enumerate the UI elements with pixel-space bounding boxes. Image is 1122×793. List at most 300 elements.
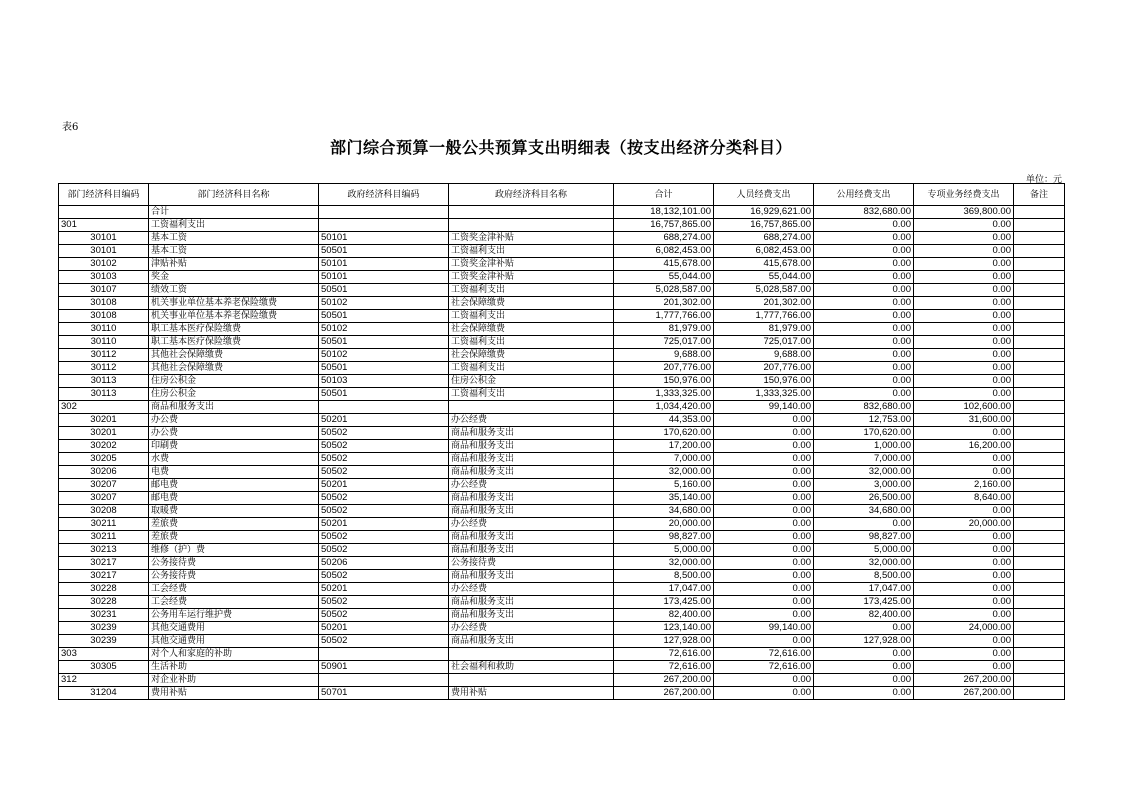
cell-note bbox=[1014, 323, 1065, 336]
cell-total: 5,000.00 bbox=[614, 544, 714, 557]
cell-total: 5,160.00 bbox=[614, 479, 714, 492]
cell-personnel: 0.00 bbox=[714, 518, 814, 531]
cell-dept-name: 邮电费 bbox=[149, 492, 319, 505]
cell-public: 0.00 bbox=[814, 219, 914, 232]
cell-public: 0.00 bbox=[814, 388, 914, 401]
cell-dept-code bbox=[59, 206, 149, 219]
cell-dept-name: 办公费 bbox=[149, 414, 319, 427]
cell-special: 0.00 bbox=[914, 258, 1014, 271]
cell-gov-code bbox=[319, 648, 449, 661]
cell-gov-name bbox=[449, 674, 614, 687]
cell-dept-code: 30239 bbox=[59, 622, 149, 635]
cell-personnel: 0.00 bbox=[714, 635, 814, 648]
cell-total: 20,000.00 bbox=[614, 518, 714, 531]
cell-gov-code bbox=[319, 401, 449, 414]
table-row bbox=[59, 271, 1065, 284]
cell-total: 267,200.00 bbox=[614, 674, 714, 687]
cell-public: 173,425.00 bbox=[814, 596, 914, 609]
table-row bbox=[59, 583, 1065, 596]
cell-dept-code: 30239 bbox=[59, 635, 149, 648]
table-body bbox=[59, 206, 1065, 700]
cell-dept-code: 31204 bbox=[59, 687, 149, 700]
cell-public: 0.00 bbox=[814, 271, 914, 284]
cell-personnel: 0.00 bbox=[714, 674, 814, 687]
cell-public: 0.00 bbox=[814, 687, 914, 700]
cell-personnel: 0.00 bbox=[714, 570, 814, 583]
cell-special: 2,160.00 bbox=[914, 479, 1014, 492]
cell-dept-code: 30206 bbox=[59, 466, 149, 479]
cell-dept-code: 30205 bbox=[59, 453, 149, 466]
cell-special: 0.00 bbox=[914, 544, 1014, 557]
cell-note bbox=[1014, 453, 1065, 466]
cell-note bbox=[1014, 570, 1065, 583]
cell-gov-code: 50102 bbox=[319, 323, 449, 336]
cell-dept-code: 303 bbox=[59, 648, 149, 661]
table-row bbox=[59, 596, 1065, 609]
cell-total: 55,044.00 bbox=[614, 271, 714, 284]
cell-public: 1,000.00 bbox=[814, 440, 914, 453]
cell-public: 0.00 bbox=[814, 258, 914, 271]
cell-gov-code: 50102 bbox=[319, 349, 449, 362]
cell-total: 1,333,325.00 bbox=[614, 388, 714, 401]
cell-personnel: 1,333,325.00 bbox=[714, 388, 814, 401]
table-row bbox=[59, 674, 1065, 687]
cell-gov-name: 商品和服务支出 bbox=[449, 635, 614, 648]
cell-dept-name: 对个人和家庭的补助 bbox=[149, 648, 319, 661]
cell-gov-code: 50103 bbox=[319, 375, 449, 388]
cell-gov-name: 商品和服务支出 bbox=[449, 609, 614, 622]
cell-dept-name: 职工基本医疗保险缴费 bbox=[149, 323, 319, 336]
cell-gov-code: 50502 bbox=[319, 544, 449, 557]
cell-dept-name: 对企业补助 bbox=[149, 674, 319, 687]
cell-public: 0.00 bbox=[814, 336, 914, 349]
cell-special: 0.00 bbox=[914, 323, 1014, 336]
header-special: 专项业务经费支出 bbox=[914, 184, 1014, 206]
cell-dept-name: 印刷费 bbox=[149, 440, 319, 453]
cell-personnel: 0.00 bbox=[714, 583, 814, 596]
cell-special: 0.00 bbox=[914, 349, 1014, 362]
cell-public: 832,680.00 bbox=[814, 206, 914, 219]
cell-gov-name: 办公经费 bbox=[449, 414, 614, 427]
cell-personnel: 0.00 bbox=[714, 544, 814, 557]
total-row bbox=[59, 206, 1065, 219]
table-row bbox=[59, 375, 1065, 388]
cell-gov-code: 50201 bbox=[319, 583, 449, 596]
cell-special: 0.00 bbox=[914, 609, 1014, 622]
cell-note bbox=[1014, 219, 1065, 232]
cell-personnel: 72,616.00 bbox=[714, 648, 814, 661]
cell-public: 0.00 bbox=[814, 284, 914, 297]
cell-gov-code: 50502 bbox=[319, 596, 449, 609]
cell-public: 0.00 bbox=[814, 674, 914, 687]
cell-personnel: 207,776.00 bbox=[714, 362, 814, 375]
cell-public: 0.00 bbox=[814, 297, 914, 310]
cell-gov-name: 费用补贴 bbox=[449, 687, 614, 700]
table-row bbox=[59, 635, 1065, 648]
cell-total: 1,034,420.00 bbox=[614, 401, 714, 414]
cell-special: 24,000.00 bbox=[914, 622, 1014, 635]
table-row bbox=[59, 336, 1065, 349]
cell-dept-code: 30112 bbox=[59, 362, 149, 375]
table-row bbox=[59, 505, 1065, 518]
cell-personnel: 150,976.00 bbox=[714, 375, 814, 388]
cell-dept-code: 30228 bbox=[59, 596, 149, 609]
cell-gov-name: 工资福利支出 bbox=[449, 310, 614, 323]
cell-dept-code: 30102 bbox=[59, 258, 149, 271]
expenditure-detail-table bbox=[58, 183, 1065, 700]
table-row bbox=[59, 414, 1065, 427]
cell-total: 32,000.00 bbox=[614, 557, 714, 570]
cell-special: 267,200.00 bbox=[914, 687, 1014, 700]
cell-public: 98,827.00 bbox=[814, 531, 914, 544]
table-row bbox=[59, 349, 1065, 362]
cell-note bbox=[1014, 492, 1065, 505]
cell-dept-name: 水费 bbox=[149, 453, 319, 466]
cell-personnel: 0.00 bbox=[714, 453, 814, 466]
cell-gov-name: 社会福利和救助 bbox=[449, 661, 614, 674]
cell-dept-name: 公务接待费 bbox=[149, 557, 319, 570]
table-row bbox=[59, 609, 1065, 622]
cell-dept-code: 30213 bbox=[59, 544, 149, 557]
cell-note bbox=[1014, 284, 1065, 297]
cell-total: 1,777,766.00 bbox=[614, 310, 714, 323]
cell-dept-name: 机关事业单位基本养老保险缴费 bbox=[149, 310, 319, 323]
cell-gov-name: 住房公积金 bbox=[449, 375, 614, 388]
cell-total: 32,000.00 bbox=[614, 466, 714, 479]
cell-dept-code: 30208 bbox=[59, 505, 149, 518]
cell-public: 832,680.00 bbox=[814, 401, 914, 414]
table-row bbox=[59, 219, 1065, 232]
cell-personnel: 0.00 bbox=[714, 596, 814, 609]
cell-public: 17,047.00 bbox=[814, 583, 914, 596]
cell-dept-name: 住房公积金 bbox=[149, 388, 319, 401]
cell-personnel: 0.00 bbox=[714, 492, 814, 505]
cell-gov-name: 工资福利支出 bbox=[449, 284, 614, 297]
cell-dept-name: 其他交通费用 bbox=[149, 635, 319, 648]
cell-dept-code: 30101 bbox=[59, 245, 149, 258]
cell-special: 0.00 bbox=[914, 362, 1014, 375]
table-row bbox=[59, 258, 1065, 271]
cell-special: 0.00 bbox=[914, 583, 1014, 596]
cell-personnel: 0.00 bbox=[714, 609, 814, 622]
cell-personnel: 415,678.00 bbox=[714, 258, 814, 271]
cell-gov-code: 50201 bbox=[319, 622, 449, 635]
cell-note bbox=[1014, 583, 1065, 596]
header-gov-name: 政府经济科目名称 bbox=[449, 184, 614, 206]
cell-dept-code: 30103 bbox=[59, 271, 149, 284]
table-row bbox=[59, 518, 1065, 531]
cell-total: 82,400.00 bbox=[614, 609, 714, 622]
cell-total: 16,757,865.00 bbox=[614, 219, 714, 232]
cell-gov-name: 工资奖金津补贴 bbox=[449, 232, 614, 245]
cell-gov-name: 工资福利支出 bbox=[449, 362, 614, 375]
cell-personnel: 16,757,865.00 bbox=[714, 219, 814, 232]
cell-personnel: 0.00 bbox=[714, 440, 814, 453]
cell-dept-name: 工会经费 bbox=[149, 596, 319, 609]
cell-gov-name: 商品和服务支出 bbox=[449, 427, 614, 440]
cell-dept-name: 其他社会保障缴费 bbox=[149, 349, 319, 362]
cell-personnel: 1,777,766.00 bbox=[714, 310, 814, 323]
cell-special: 0.00 bbox=[914, 297, 1014, 310]
cell-dept-code: 30201 bbox=[59, 427, 149, 440]
cell-dept-code: 30107 bbox=[59, 284, 149, 297]
cell-special: 0.00 bbox=[914, 531, 1014, 544]
cell-special: 0.00 bbox=[914, 570, 1014, 583]
header-public: 公用经费支出 bbox=[814, 184, 914, 206]
cell-dept-name: 生活补助 bbox=[149, 661, 319, 674]
cell-dept-code: 312 bbox=[59, 674, 149, 687]
cell-gov-code: 50502 bbox=[319, 570, 449, 583]
cell-dept-name: 公务接待费 bbox=[149, 570, 319, 583]
cell-gov-name: 社会保障缴费 bbox=[449, 323, 614, 336]
unit-label: 单位：元 bbox=[1025, 175, 1062, 185]
header-dept-code: 部门经济科目编码 bbox=[59, 184, 149, 206]
cell-dept-code: 30231 bbox=[59, 609, 149, 622]
cell-total: 98,827.00 bbox=[614, 531, 714, 544]
cell-gov-code: 50101 bbox=[319, 258, 449, 271]
cell-gov-code: 50501 bbox=[319, 388, 449, 401]
table-row bbox=[59, 622, 1065, 635]
cell-personnel: 99,140.00 bbox=[714, 622, 814, 635]
cell-gov-name: 商品和服务支出 bbox=[449, 531, 614, 544]
cell-note bbox=[1014, 206, 1065, 219]
cell-dept-code: 301 bbox=[59, 219, 149, 232]
cell-note bbox=[1014, 687, 1065, 700]
cell-public: 127,928.00 bbox=[814, 635, 914, 648]
table-row bbox=[59, 284, 1065, 297]
cell-gov-code: 50502 bbox=[319, 505, 449, 518]
cell-total: 9,688.00 bbox=[614, 349, 714, 362]
cell-total: 123,140.00 bbox=[614, 622, 714, 635]
cell-note bbox=[1014, 609, 1065, 622]
cell-public: 170,620.00 bbox=[814, 427, 914, 440]
table-row bbox=[59, 687, 1065, 700]
cell-total: 201,302.00 bbox=[614, 297, 714, 310]
cell-gov-code: 50502 bbox=[319, 531, 449, 544]
cell-note bbox=[1014, 271, 1065, 284]
cell-public: 7,000.00 bbox=[814, 453, 914, 466]
table-row bbox=[59, 648, 1065, 661]
cell-note bbox=[1014, 375, 1065, 388]
table-row bbox=[59, 453, 1065, 466]
cell-total: 72,616.00 bbox=[614, 661, 714, 674]
cell-public: 0.00 bbox=[814, 362, 914, 375]
cell-dept-name: 公务用车运行维护费 bbox=[149, 609, 319, 622]
cell-gov-code: 50901 bbox=[319, 661, 449, 674]
cell-gov-code: 50502 bbox=[319, 466, 449, 479]
table-row bbox=[59, 323, 1065, 336]
cell-note bbox=[1014, 245, 1065, 258]
cell-note bbox=[1014, 531, 1065, 544]
cell-special: 0.00 bbox=[914, 375, 1014, 388]
cell-public: 0.00 bbox=[814, 518, 914, 531]
table-row bbox=[59, 492, 1065, 505]
cell-gov-code: 50501 bbox=[319, 245, 449, 258]
cell-total: 415,678.00 bbox=[614, 258, 714, 271]
table-number-label: 表6 bbox=[62, 122, 79, 133]
cell-dept-name: 津贴补贴 bbox=[149, 258, 319, 271]
cell-dept-name: 维修（护）费 bbox=[149, 544, 319, 557]
table-row bbox=[59, 479, 1065, 492]
cell-personnel: 0.00 bbox=[714, 479, 814, 492]
cell-special: 369,800.00 bbox=[914, 206, 1014, 219]
header-dept-name: 部门经济科目名称 bbox=[149, 184, 319, 206]
cell-special: 0.00 bbox=[914, 596, 1014, 609]
cell-public: 0.00 bbox=[814, 375, 914, 388]
cell-special: 0.00 bbox=[914, 505, 1014, 518]
cell-public: 12,753.00 bbox=[814, 414, 914, 427]
cell-public: 0.00 bbox=[814, 245, 914, 258]
cell-note bbox=[1014, 258, 1065, 271]
cell-dept-code: 30211 bbox=[59, 531, 149, 544]
cell-public: 0.00 bbox=[814, 648, 914, 661]
cell-dept-code: 30201 bbox=[59, 414, 149, 427]
cell-gov-name bbox=[449, 206, 614, 219]
cell-special: 0.00 bbox=[914, 648, 1014, 661]
cell-dept-code: 30112 bbox=[59, 349, 149, 362]
cell-personnel: 0.00 bbox=[714, 557, 814, 570]
cell-dept-name: 费用补贴 bbox=[149, 687, 319, 700]
page-title: 部门综合预算一般公共预算支出明细表（按支出经济分类科目） bbox=[329, 138, 792, 157]
table-row bbox=[59, 544, 1065, 557]
cell-note bbox=[1014, 310, 1065, 323]
cell-gov-name: 商品和服务支出 bbox=[449, 544, 614, 557]
cell-dept-code: 30108 bbox=[59, 297, 149, 310]
table-row bbox=[59, 310, 1065, 323]
cell-special: 0.00 bbox=[914, 635, 1014, 648]
cell-total: 207,776.00 bbox=[614, 362, 714, 375]
table-row bbox=[59, 401, 1065, 414]
cell-public: 0.00 bbox=[814, 622, 914, 635]
cell-total: 72,616.00 bbox=[614, 648, 714, 661]
cell-note bbox=[1014, 518, 1065, 531]
cell-note bbox=[1014, 401, 1065, 414]
cell-public: 0.00 bbox=[814, 232, 914, 245]
cell-dept-code: 30207 bbox=[59, 479, 149, 492]
cell-gov-name bbox=[449, 401, 614, 414]
cell-public: 34,680.00 bbox=[814, 505, 914, 518]
cell-gov-name: 办公经费 bbox=[449, 479, 614, 492]
cell-total: 7,000.00 bbox=[614, 453, 714, 466]
cell-dept-code: 30217 bbox=[59, 557, 149, 570]
cell-special: 8,640.00 bbox=[914, 492, 1014, 505]
cell-total: 18,132,101.00 bbox=[614, 206, 714, 219]
cell-total: 127,928.00 bbox=[614, 635, 714, 648]
cell-dept-name: 电费 bbox=[149, 466, 319, 479]
cell-public: 0.00 bbox=[814, 310, 914, 323]
cell-dept-name: 工资福利支出 bbox=[149, 219, 319, 232]
cell-gov-name: 办公经费 bbox=[449, 583, 614, 596]
cell-gov-name: 社会保障缴费 bbox=[449, 297, 614, 310]
cell-public: 0.00 bbox=[814, 323, 914, 336]
cell-gov-code: 50201 bbox=[319, 479, 449, 492]
table-row bbox=[59, 466, 1065, 479]
cell-gov-name bbox=[449, 219, 614, 232]
header-gov-code: 政府经济科目编码 bbox=[319, 184, 449, 206]
table-row bbox=[59, 661, 1065, 674]
table-row bbox=[59, 388, 1065, 401]
cell-special: 31,600.00 bbox=[914, 414, 1014, 427]
cell-note bbox=[1014, 362, 1065, 375]
cell-gov-name: 公务接待费 bbox=[449, 557, 614, 570]
table-row bbox=[59, 362, 1065, 375]
cell-dept-name: 差旅费 bbox=[149, 518, 319, 531]
cell-gov-name: 商品和服务支出 bbox=[449, 596, 614, 609]
cell-dept-name: 取暖费 bbox=[149, 505, 319, 518]
cell-dept-name: 商品和服务支出 bbox=[149, 401, 319, 414]
cell-personnel: 72,616.00 bbox=[714, 661, 814, 674]
cell-dept-name: 办公费 bbox=[149, 427, 319, 440]
cell-special: 0.00 bbox=[914, 284, 1014, 297]
cell-special: 267,200.00 bbox=[914, 674, 1014, 687]
cell-dept-name: 奖金 bbox=[149, 271, 319, 284]
cell-special: 0.00 bbox=[914, 271, 1014, 284]
cell-personnel: 0.00 bbox=[714, 531, 814, 544]
cell-dept-name: 基本工资 bbox=[149, 232, 319, 245]
cell-dept-code: 30110 bbox=[59, 323, 149, 336]
cell-note bbox=[1014, 622, 1065, 635]
cell-public: 3,000.00 bbox=[814, 479, 914, 492]
table-row bbox=[59, 557, 1065, 570]
cell-personnel: 5,028,587.00 bbox=[714, 284, 814, 297]
cell-special: 0.00 bbox=[914, 310, 1014, 323]
cell-gov-name: 社会保障缴费 bbox=[449, 349, 614, 362]
cell-dept-code: 30113 bbox=[59, 375, 149, 388]
cell-personnel: 0.00 bbox=[714, 505, 814, 518]
table-row bbox=[59, 427, 1065, 440]
cell-gov-code: 50201 bbox=[319, 518, 449, 531]
cell-note bbox=[1014, 648, 1065, 661]
cell-gov-name: 商品和服务支出 bbox=[449, 440, 614, 453]
cell-gov-name: 工资福利支出 bbox=[449, 388, 614, 401]
cell-note bbox=[1014, 596, 1065, 609]
cell-note bbox=[1014, 427, 1065, 440]
cell-total: 173,425.00 bbox=[614, 596, 714, 609]
cell-special: 102,600.00 bbox=[914, 401, 1014, 414]
cell-personnel: 0.00 bbox=[714, 427, 814, 440]
cell-special: 0.00 bbox=[914, 453, 1014, 466]
cell-personnel: 725,017.00 bbox=[714, 336, 814, 349]
cell-gov-name bbox=[449, 648, 614, 661]
cell-special: 20,000.00 bbox=[914, 518, 1014, 531]
cell-total: 688,274.00 bbox=[614, 232, 714, 245]
cell-public: 8,500.00 bbox=[814, 570, 914, 583]
cell-gov-name: 工资福利支出 bbox=[449, 245, 614, 258]
cell-public: 5,000.00 bbox=[814, 544, 914, 557]
cell-special: 0.00 bbox=[914, 232, 1014, 245]
cell-special: 0.00 bbox=[914, 336, 1014, 349]
cell-personnel: 6,082,453.00 bbox=[714, 245, 814, 258]
cell-gov-name: 工资福利支出 bbox=[449, 336, 614, 349]
table-row bbox=[59, 232, 1065, 245]
cell-dept-name: 基本工资 bbox=[149, 245, 319, 258]
cell-gov-name: 商品和服务支出 bbox=[449, 453, 614, 466]
cell-personnel: 0.00 bbox=[714, 414, 814, 427]
cell-public: 0.00 bbox=[814, 661, 914, 674]
cell-note bbox=[1014, 544, 1065, 557]
cell-special: 0.00 bbox=[914, 245, 1014, 258]
cell-gov-code: 50502 bbox=[319, 492, 449, 505]
cell-dept-code: 30110 bbox=[59, 336, 149, 349]
cell-note bbox=[1014, 557, 1065, 570]
table-header-row bbox=[59, 184, 1065, 206]
cell-gov-code: 50701 bbox=[319, 687, 449, 700]
cell-special: 0.00 bbox=[914, 557, 1014, 570]
cell-note bbox=[1014, 479, 1065, 492]
cell-special: 0.00 bbox=[914, 388, 1014, 401]
cell-gov-code: 50206 bbox=[319, 557, 449, 570]
cell-dept-name: 邮电费 bbox=[149, 479, 319, 492]
